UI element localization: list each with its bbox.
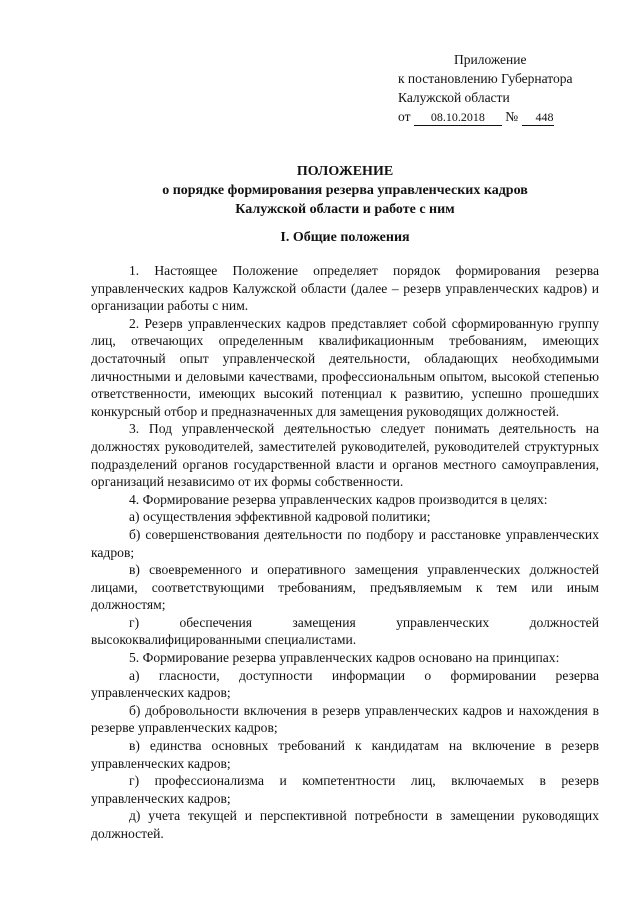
number-sign: №	[505, 109, 519, 124]
appendix-label: Приложение	[454, 52, 527, 67]
appendix-block	[398, 50, 572, 126]
document-body	[91, 262, 599, 843]
appendix-region: Калужской области	[398, 90, 510, 105]
paragraph: 2. Резерв управленческих кадров представляет собой сформированную группу лиц, отвечающих определенным квалификационным требованиям, имеющих достаточный опыт управленческой деятельности, обладающих необходимыми личностными и деловыми качествами, профессиональным опытом, высокой степенью ответственности, имеющих высокий потенциал к развитию, успешно прошедших конкурсный отбор и предназначенных для замещения руководящих должностей.	[91, 315, 599, 419]
paragraph: а) гласности, доступности информации о формировании резерва управленческих кадров;	[91, 667, 599, 701]
appendix-date-number	[398, 107, 572, 126]
paragraph: г) обеспечения замещения управленческих должностей высококвалифицированными специалистами.	[91, 614, 599, 648]
date-value: 08.10.2018	[414, 110, 502, 126]
title-subtitle-line1: о порядке формирования резерва управленческих кадров	[162, 183, 528, 198]
section-title: I. Общие положения	[280, 230, 410, 245]
number-value: 448	[522, 110, 554, 126]
paragraph: б) совершенствования деятельности по подбору и расстановке управленческих кадров;	[91, 526, 599, 560]
paragraph: д) учета текущей и перспективной потребности в замещении руководящих должностей.	[91, 808, 599, 841]
paragraph: 4. Формирование резерва управленческих кадров производится в целях:	[129, 491, 548, 507]
appendix-decree-ref: к постановлению Губернатора	[398, 71, 573, 86]
paragraph: 3. Под управленческой деятельностью следует понимать деятельность на должностях руководителей, заместителей руководителей, руководителей структурных подразделений органов государственной власти и органов местного самоуправления, организаций независимо от их формы собственности.	[91, 421, 599, 490]
paragraph: 1. Настоящее Положение определяет порядок формирования резерва управленческих кадров Калужской области (далее – резерв управленческих кадров) и организации работы с ним.	[91, 263, 599, 314]
paragraph: в) единства основных требований к кандидатам на включение в резерв управленческих кадров;	[91, 738, 599, 771]
paragraph: 5. Формирование резерва управленческих кадров основано на принципах:	[129, 650, 560, 666]
paragraph: г) профессионализма и компетентности лиц, включаемых в резерв управленческих кадров;	[91, 773, 599, 806]
document-title	[90, 162, 600, 219]
paragraph: в) своевременного и оперативного замещения управленческих должностей лицами, соответствующими требованиям, предъявляемым к тем или иным должностям;	[91, 562, 599, 613]
title-subtitle-line2: Калужской области и работе с ним	[235, 202, 455, 217]
paragraph: б) добровольности включения в резерв управленческих кадров и нахождения в резерве управленческих кадров;	[91, 702, 599, 736]
title-heading: ПОЛОЖЕНИЕ	[296, 164, 394, 179]
paragraph: а) осуществления эффективной кадровой политики;	[129, 509, 431, 525]
date-prefix: от	[398, 109, 411, 124]
